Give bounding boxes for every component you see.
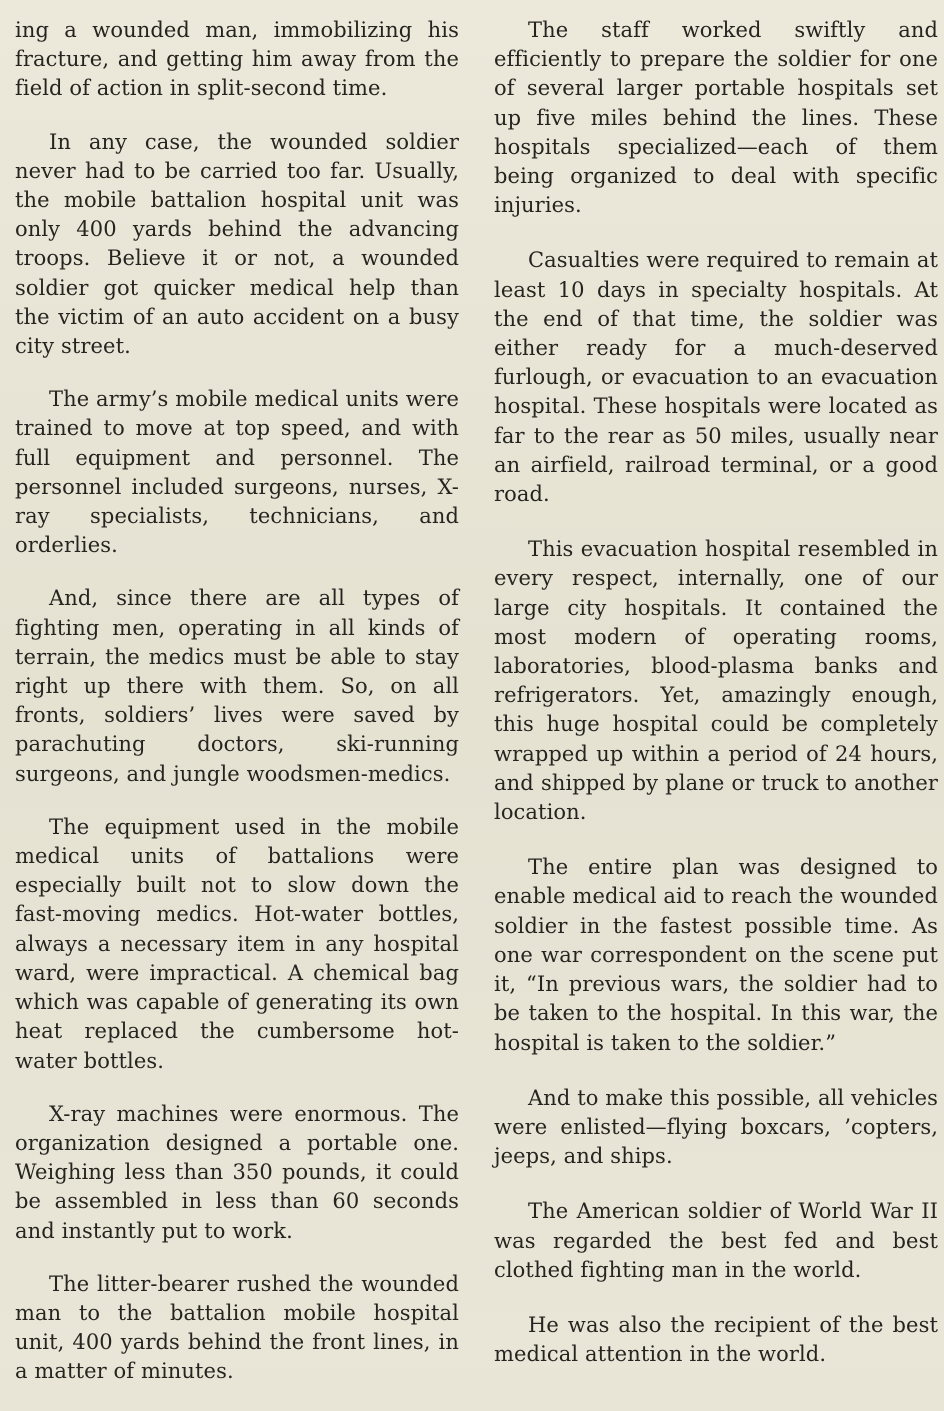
paragraph-staff: The staff worked swiftly and efficiently to prepare the soldier for one of several larger portable hospitals set up five miles behind the lines. These hospitals specialized—each of them being organized to deal with specific injuries. [494,18,938,218]
right-text-column [494,16,938,1395]
paragraph-american-soldier: The American soldier of World War II was regarded the best fed and best clothed fighting man in the world. [494,1199,938,1282]
paragraph-medical-attention: He was also the recipient of the best medical attention in the world. [494,1312,938,1367]
paragraph-litter-bearer: The litter-bearer rushed the wounded man to the battalion mobile hospital unit, 400 yards behind the front lines, in a matter of minutes. [15,1271,459,1384]
paragraph-equipment: The equipment used in the mobile medical units of battalions were especially built not to slow down the fast-moving medics. Hot-water bottles, always a necessary item in any hospital ward, were impractical. A chemical bag which was capable of generating its own heat replaced the cumbersome hot-water bottles. [15,814,459,1073]
left-text-column [15,16,459,1411]
paragraph-fighting-men: And, since there are all types of fighting men, operating in all kinds of terrain, the medics must be able to stay right up there with them. So, on all fronts, soldiers’ lives were saved by parachuting doctors, ski-running surgeons, and jungle woodsmen-medics. [15,586,459,786]
paragraph-continued: ing a wounded man, immobilizing his fracture, and getting him away from the field of action in split-second time. [15,18,459,101]
paragraph-vehicles: And to make this possible, all vehicles were enlisted—flying boxcars, ’copters, jeeps, and ships. [494,1085,938,1169]
paragraph-mobile-units: The army’s mobile medical units were trained to move at top speed, and with full equipment and personnel. The personnel included surgeons, nurses, X-ray specialists, technicians, and orderlies. [15,387,459,558]
paragraph-xray-machines: X-ray machines were enormous. The organization designed a portable one. Weighing less than 350 pounds, it could be assembled in less than 60 seconds and instantly put to work. [15,1101,459,1243]
paragraph-wounded-soldier: In any case, the wounded soldier never had to be carried too far. Usually, the mobile battalion hospital unit was only 400 yards behind the advancing troops. Believe it or not, a wounded soldier got quicker medical help than the victim of an auto accident on a busy city street. [15,129,459,359]
paragraph-evacuation-hospital: This evacuation hospital resembled in every respect, internally, one of our large city hospitals. It contained the most modern of operating rooms, laboratories, blood-plasma banks and refrigerators. Yet, amazingly enough, this huge hospital could be completely wrapped up within a period of 24 hours, and shipped by plane or truck to another location. [494,537,938,825]
paragraph-casualties: Casualties were required to remain at least 10 days in specialty hospitals. At the end of that time, the soldier was either ready for a much-deserved furlough, or evacuation to an evacuation hospital. These hospitals were located as far to the rear as 50 miles, usually near an airfield, railroad terminal, or a good road. [494,248,938,507]
paragraph-entire-plan: The entire plan was designed to enable medical aid to reach the wounded soldier in the fastest possible time. As one war correspondent on the scene put it, “In previous wars, the soldier had to be taken to the hospital. In this war, the hospital is taken to the soldier.” [494,855,938,1055]
